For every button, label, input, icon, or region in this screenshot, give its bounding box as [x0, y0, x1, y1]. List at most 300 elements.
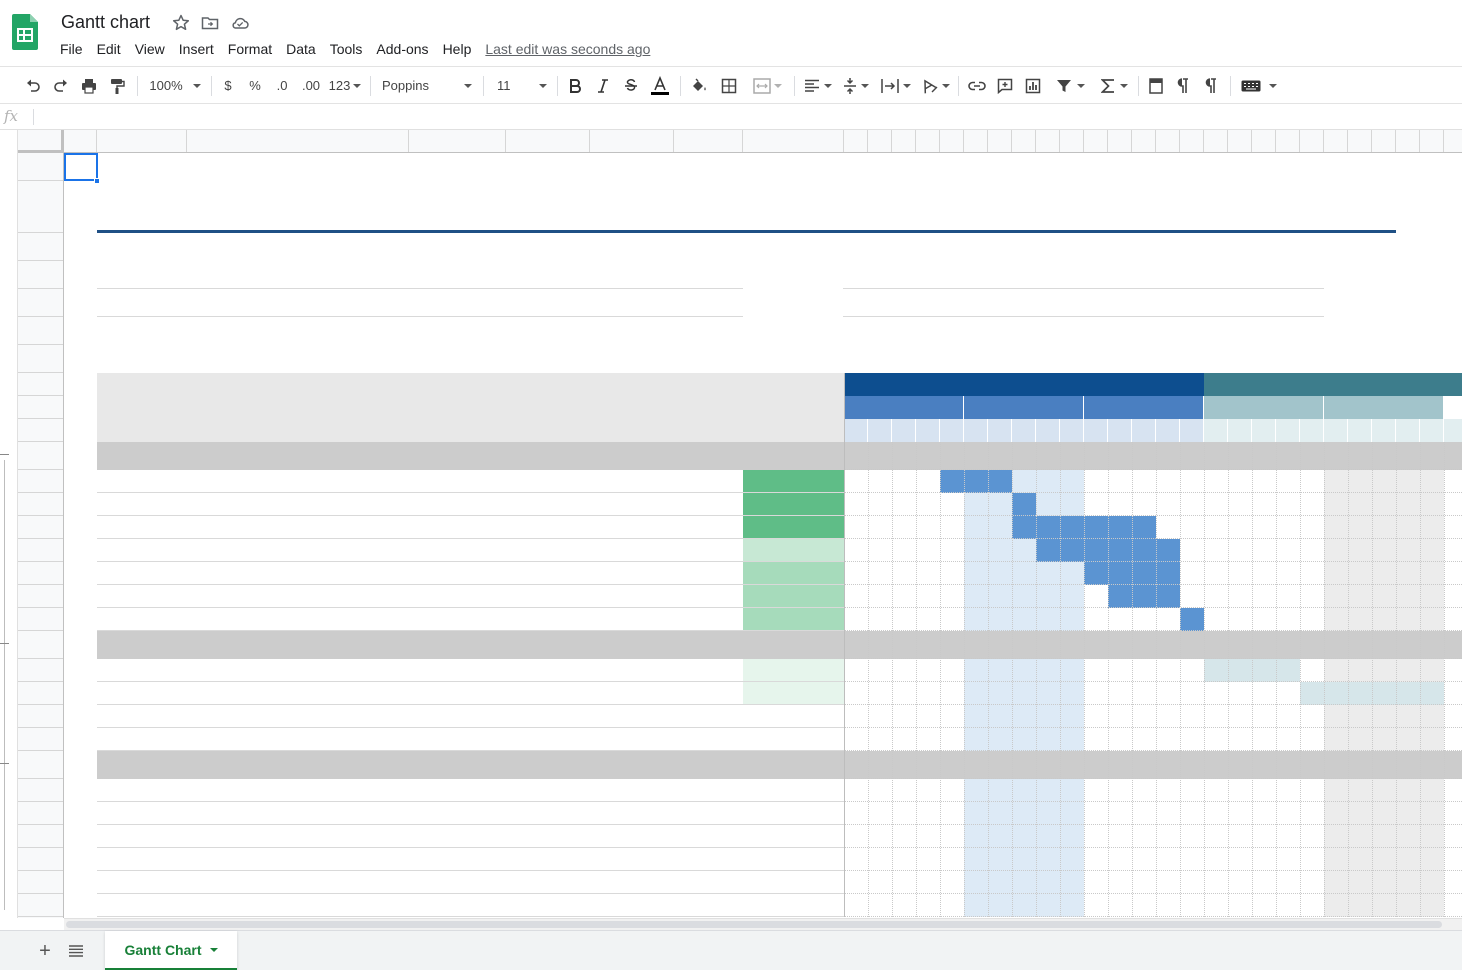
task-pct-complete[interactable]	[743, 779, 844, 802]
day-header[interactable]	[1300, 419, 1324, 442]
task-wbs[interactable]	[101, 779, 187, 802]
task-duration[interactable]	[674, 539, 743, 562]
paint-format-button[interactable]	[106, 67, 128, 104]
row-header-3[interactable]	[18, 233, 63, 261]
align-left-icon	[804, 79, 820, 93]
borders-button[interactable]	[718, 67, 740, 104]
header-duration[interactable]	[674, 373, 743, 442]
day-header[interactable]	[988, 419, 1012, 442]
task-start[interactable]	[509, 825, 590, 848]
task-wbs[interactable]	[101, 825, 187, 848]
column-header-e[interactable]	[506, 130, 590, 152]
percent-label: %	[249, 78, 261, 93]
column-header-h[interactable]	[743, 130, 844, 152]
merge-cells-button[interactable]	[748, 67, 786, 104]
task-pct-complete[interactable]	[743, 470, 844, 493]
day-header[interactable]	[1084, 419, 1108, 442]
day-header[interactable]	[1324, 419, 1348, 442]
row-header-20[interactable]	[18, 659, 63, 682]
task-wbs[interactable]	[101, 470, 187, 493]
column-header-m[interactable]	[940, 130, 964, 152]
task-due[interactable]	[593, 608, 674, 631]
bold-button[interactable]	[564, 67, 586, 104]
keyboard-icon	[1241, 80, 1261, 92]
task-duration[interactable]	[674, 659, 743, 682]
task-wbs[interactable]	[101, 659, 187, 682]
task-start[interactable]	[509, 562, 590, 585]
paint-format-icon	[108, 77, 126, 95]
task-duration[interactable]	[674, 894, 743, 917]
task-start[interactable]	[509, 539, 590, 562]
week-header-5[interactable]	[1324, 396, 1444, 419]
task-start[interactable]	[509, 585, 590, 608]
redo-button[interactable]	[50, 67, 72, 104]
gantt-bar[interactable]	[940, 470, 1012, 493]
column-header-u[interactable]	[1132, 130, 1156, 152]
header-due[interactable]	[590, 373, 674, 442]
row-header-10[interactable]	[18, 419, 63, 442]
gantt-bar[interactable]	[1180, 608, 1204, 631]
column-header-n[interactable]	[964, 130, 988, 152]
column-header-ac[interactable]	[1324, 130, 1348, 152]
row-header-23[interactable]	[18, 728, 63, 751]
decrease-decimal-button[interactable]	[271, 67, 293, 104]
column-header-aa[interactable]	[1276, 130, 1300, 152]
task-owner[interactable]	[412, 802, 506, 825]
row-header-7[interactable]	[18, 345, 63, 373]
task-title[interactable]	[190, 894, 409, 917]
gantt-bar[interactable]	[1012, 493, 1036, 516]
task-start[interactable]	[509, 493, 590, 516]
cloud-saved-icon[interactable]	[230, 13, 250, 33]
task-duration[interactable]	[674, 493, 743, 516]
task-duration[interactable]	[674, 825, 743, 848]
menu-edit[interactable]: Edit	[96, 41, 121, 57]
task-wbs[interactable]	[101, 682, 187, 705]
italic-button[interactable]	[592, 67, 614, 104]
task-pct-complete[interactable]	[743, 539, 844, 562]
task-pct-complete[interactable]	[743, 871, 844, 894]
task-duration[interactable]	[674, 848, 743, 871]
header-wbs[interactable]	[97, 373, 187, 442]
day-header[interactable]	[892, 419, 916, 442]
task-start[interactable]	[509, 705, 590, 728]
header-owner[interactable]	[409, 373, 506, 442]
column-header-ad[interactable]	[1348, 130, 1372, 152]
zoom-select[interactable]	[146, 67, 204, 104]
task-duration[interactable]	[674, 779, 743, 802]
row-header-26[interactable]	[18, 802, 63, 825]
task-pct-complete[interactable]	[743, 562, 844, 585]
collapse-group-icon[interactable]	[0, 643, 9, 644]
text-wrap-icon	[881, 78, 899, 94]
task-due[interactable]	[593, 585, 674, 608]
task-title[interactable]	[190, 705, 409, 728]
row-header-5[interactable]	[18, 289, 63, 317]
task-wbs[interactable]	[101, 493, 187, 516]
select-all-corner[interactable]	[18, 130, 64, 153]
task-start[interactable]	[509, 682, 590, 705]
task-start[interactable]	[509, 728, 590, 751]
task-title[interactable]	[190, 802, 409, 825]
collapse-group-icon[interactable]	[0, 763, 9, 764]
column-header-w[interactable]	[1180, 130, 1204, 152]
formula-bar[interactable]	[0, 104, 1462, 130]
task-pct-complete[interactable]	[743, 894, 844, 917]
text-wrapping-button[interactable]	[880, 67, 912, 104]
task-start[interactable]	[509, 516, 590, 539]
menu-format[interactable]: Format	[227, 41, 273, 57]
task-title[interactable]	[190, 825, 409, 848]
row-header-16[interactable]	[18, 562, 63, 585]
task-title[interactable]	[190, 470, 409, 493]
day-header[interactable]	[1180, 419, 1204, 442]
task-owner[interactable]	[412, 894, 506, 917]
task-due[interactable]	[593, 682, 674, 705]
task-due[interactable]	[593, 802, 674, 825]
menu-view[interactable]: View	[134, 41, 165, 57]
day-header[interactable]	[1420, 419, 1444, 442]
column-header-ab[interactable]	[1300, 130, 1324, 152]
task-duration[interactable]	[674, 871, 743, 894]
sheet-canvas[interactable]	[64, 153, 1462, 918]
column-header-af[interactable]	[1396, 130, 1420, 152]
task-title[interactable]	[190, 516, 409, 539]
column-header-x[interactable]	[1204, 130, 1228, 152]
column-header-z[interactable]	[1252, 130, 1276, 152]
insert-comment-button[interactable]	[994, 67, 1016, 104]
task-pct-complete[interactable]	[743, 585, 844, 608]
row-header-15[interactable]	[18, 539, 63, 562]
column-header-ag[interactable]	[1420, 130, 1444, 152]
row-header-22[interactable]	[18, 705, 63, 728]
task-wbs[interactable]	[101, 871, 187, 894]
row-header-11[interactable]	[18, 442, 63, 470]
task-wbs[interactable]	[101, 608, 187, 631]
task-duration[interactable]	[674, 728, 743, 751]
project-manager-value-underline	[97, 316, 743, 317]
task-owner[interactable]	[412, 493, 506, 516]
task-wbs[interactable]	[101, 802, 187, 825]
gantt-grid-line	[1252, 442, 1253, 917]
gantt-row-line	[844, 584, 1462, 585]
row-header-8[interactable]	[18, 373, 63, 396]
add-sheet-button[interactable]: +	[39, 939, 51, 962]
day-header[interactable]	[1060, 419, 1084, 442]
task-owner[interactable]	[412, 585, 506, 608]
day-header[interactable]	[1276, 419, 1300, 442]
move-folder-icon[interactable]	[200, 13, 220, 33]
row-header-29[interactable]	[18, 871, 63, 894]
column-header-l[interactable]	[916, 130, 940, 152]
menu-insert[interactable]: Insert	[178, 41, 214, 57]
column-header-s[interactable]	[1084, 130, 1108, 152]
task-wbs[interactable]	[101, 894, 187, 917]
column-header-q[interactable]	[1036, 130, 1060, 152]
column-header-b[interactable]	[97, 130, 187, 152]
column-header-c[interactable]	[187, 130, 409, 152]
column-header-j[interactable]	[868, 130, 892, 152]
task-title[interactable]	[190, 585, 409, 608]
menu-data[interactable]: Data	[286, 41, 316, 57]
column-header-g[interactable]	[674, 130, 743, 152]
task-pct-complete[interactable]	[743, 682, 844, 705]
column-header-r[interactable]	[1060, 130, 1084, 152]
task-duration[interactable]	[674, 562, 743, 585]
gantt-row-line	[844, 870, 1462, 871]
column-header-i[interactable]	[844, 130, 868, 152]
day-header[interactable]	[964, 419, 988, 442]
day-header[interactable]	[868, 419, 892, 442]
phase-header-2[interactable]	[1204, 373, 1462, 396]
column-header-o[interactable]	[988, 130, 1012, 152]
column-header-p[interactable]	[1012, 130, 1036, 152]
row-header-14[interactable]	[18, 516, 63, 539]
task-pct-complete[interactable]	[743, 608, 844, 631]
gantt-grid-line	[1036, 442, 1037, 917]
last-edit-link[interactable]: Last edit was seconds ago	[485, 41, 651, 57]
task-start[interactable]	[509, 894, 590, 917]
task-duration[interactable]	[674, 705, 743, 728]
collapse-group-icon[interactable]	[0, 454, 9, 455]
strikethrough-button[interactable]	[620, 67, 642, 104]
column-header-v[interactable]	[1156, 130, 1180, 152]
vertical-align-button[interactable]	[840, 67, 872, 104]
task-owner[interactable]	[412, 825, 506, 848]
task-title[interactable]	[190, 562, 409, 585]
task-owner[interactable]	[412, 539, 506, 562]
insert-link-button[interactable]	[966, 67, 988, 104]
task-wbs[interactable]	[101, 705, 187, 728]
day-header[interactable]	[1372, 419, 1396, 442]
task-wbs[interactable]	[101, 848, 187, 871]
task-duration[interactable]	[674, 802, 743, 825]
task-due[interactable]	[593, 894, 674, 917]
task-start[interactable]	[509, 659, 590, 682]
task-pct-complete[interactable]	[743, 493, 844, 516]
task-pct-complete[interactable]	[743, 705, 844, 728]
sheets-logo-icon[interactable]	[12, 14, 38, 50]
day-header[interactable]	[1228, 419, 1252, 442]
insert-chart-button[interactable]	[1022, 67, 1044, 104]
task-wbs[interactable]	[101, 585, 187, 608]
column-header-ah[interactable]	[1444, 130, 1462, 152]
task-title[interactable]	[190, 493, 409, 516]
task-owner[interactable]	[412, 516, 506, 539]
strikethrough-icon	[623, 78, 639, 94]
task-pct-complete[interactable]	[743, 825, 844, 848]
task-wbs[interactable]	[101, 728, 187, 751]
column-header-y[interactable]	[1228, 130, 1252, 152]
task-wbs[interactable]	[101, 539, 187, 562]
task-owner[interactable]	[412, 871, 506, 894]
task-start[interactable]	[509, 848, 590, 871]
day-header[interactable]	[844, 419, 868, 442]
row-header-18[interactable]	[18, 608, 63, 631]
task-pct-complete[interactable]	[743, 516, 844, 539]
task-pct-complete[interactable]	[743, 659, 844, 682]
day-header[interactable]	[1444, 419, 1462, 442]
task-start[interactable]	[509, 779, 590, 802]
menu-tools[interactable]: Tools	[329, 41, 363, 57]
row-header-4[interactable]	[18, 261, 63, 289]
column-header-k[interactable]	[892, 130, 916, 152]
menu-help[interactable]: Help	[442, 41, 472, 57]
task-duration[interactable]	[674, 585, 743, 608]
toggle-header-button[interactable]	[1145, 67, 1167, 104]
day-header[interactable]	[1252, 419, 1276, 442]
task-due[interactable]	[593, 470, 674, 493]
selected-cell-a1[interactable]	[64, 153, 98, 181]
row-header-27[interactable]	[18, 825, 63, 848]
phase-header-1[interactable]	[844, 373, 1204, 396]
scrollbar-thumb[interactable]	[66, 921, 1442, 928]
row-header-1[interactable]	[18, 153, 63, 181]
week-header-2[interactable]	[964, 396, 1084, 419]
functions-button[interactable]	[1096, 67, 1132, 104]
text-rotation-button[interactable]	[918, 67, 952, 104]
task-owner[interactable]	[412, 682, 506, 705]
task-start[interactable]	[509, 470, 590, 493]
task-due[interactable]	[593, 848, 674, 871]
task-duration[interactable]	[674, 470, 743, 493]
task-due[interactable]	[593, 728, 674, 751]
day-header[interactable]	[1108, 419, 1132, 442]
task-title[interactable]	[190, 779, 409, 802]
row-header-30[interactable]	[18, 894, 63, 917]
row-header-6[interactable]	[18, 317, 63, 345]
sheet-tab-gantt-chart[interactable]	[105, 931, 237, 970]
row-header-21[interactable]	[18, 682, 63, 705]
column-header-t[interactable]	[1108, 130, 1132, 152]
task-start[interactable]	[509, 871, 590, 894]
task-owner[interactable]	[412, 562, 506, 585]
task-title[interactable]	[190, 539, 409, 562]
column-header-f[interactable]	[590, 130, 674, 152]
menu-file[interactable]: File	[60, 41, 83, 57]
task-owner[interactable]	[412, 608, 506, 631]
input-tools-button[interactable]	[1238, 67, 1280, 104]
day-header[interactable]	[1396, 419, 1420, 442]
horizontal-align-button[interactable]	[802, 67, 834, 104]
row-header-2[interactable]	[18, 181, 63, 233]
row-header-24[interactable]	[18, 751, 63, 779]
task-owner[interactable]	[412, 470, 506, 493]
task-pct-complete[interactable]	[743, 848, 844, 871]
week-header-3[interactable]	[1084, 396, 1204, 419]
formula-separator	[33, 109, 34, 125]
task-wbs[interactable]	[101, 516, 187, 539]
week-header-4[interactable]	[1204, 396, 1324, 419]
week-header-1[interactable]	[844, 396, 964, 419]
task-due[interactable]	[593, 705, 674, 728]
font-family-select[interactable]	[382, 67, 474, 104]
header-start[interactable]	[506, 373, 590, 442]
day-header[interactable]	[1036, 419, 1060, 442]
day-header[interactable]	[1156, 419, 1180, 442]
day-header[interactable]	[1348, 419, 1372, 442]
fill-handle[interactable]	[94, 178, 100, 184]
task-due[interactable]	[593, 493, 674, 516]
column-header-ae[interactable]	[1372, 130, 1396, 152]
day-header[interactable]	[1204, 419, 1228, 442]
text-color-button[interactable]	[648, 67, 672, 104]
document-title[interactable]: Gantt chart	[61, 12, 151, 32]
task-pct-complete[interactable]	[743, 802, 844, 825]
task-due[interactable]	[593, 516, 674, 539]
row-header-19[interactable]	[18, 631, 63, 659]
task-owner[interactable]	[412, 779, 506, 802]
day-header[interactable]	[916, 419, 940, 442]
filter-button[interactable]	[1052, 67, 1088, 104]
task-duration[interactable]	[674, 682, 743, 705]
gantt-bar[interactable]	[1108, 585, 1180, 608]
format-percent-button[interactable]	[245, 67, 265, 104]
task-title[interactable]	[190, 608, 409, 631]
task-owner[interactable]	[412, 848, 506, 871]
day-header[interactable]	[1132, 419, 1156, 442]
font-size-select[interactable]	[497, 67, 549, 104]
day-header[interactable]	[940, 419, 964, 442]
row-header-25[interactable]	[18, 779, 63, 802]
task-start[interactable]	[509, 802, 590, 825]
header-task[interactable]	[187, 373, 409, 442]
task-due[interactable]	[593, 539, 674, 562]
row-header-17[interactable]	[18, 585, 63, 608]
task-title[interactable]	[190, 682, 409, 705]
day-header[interactable]	[1012, 419, 1036, 442]
row-header-9[interactable]	[18, 396, 63, 419]
task-owner[interactable]	[412, 728, 506, 751]
task-owner[interactable]	[412, 705, 506, 728]
task-title[interactable]	[190, 848, 409, 871]
task-due[interactable]	[593, 659, 674, 682]
column-header-d[interactable]	[409, 130, 506, 152]
task-wbs[interactable]	[101, 562, 187, 585]
task-pct-complete[interactable]	[743, 728, 844, 751]
row-header-28[interactable]	[18, 848, 63, 871]
header-pct[interactable]	[743, 373, 844, 442]
menu-addons[interactable]: Add-ons	[376, 41, 429, 57]
more-formats-button[interactable]	[328, 67, 362, 104]
print-button[interactable]	[78, 67, 100, 104]
horizontal-scrollbar[interactable]	[64, 918, 1462, 930]
row-header-12[interactable]	[18, 470, 63, 493]
ltr-direction-button[interactable]	[1173, 67, 1195, 104]
all-sheets-button[interactable]	[64, 939, 88, 963]
undo-button[interactable]	[22, 67, 44, 104]
chart-icon	[1025, 78, 1041, 94]
task-duration[interactable]	[674, 608, 743, 631]
star-icon[interactable]	[171, 13, 191, 33]
task-start[interactable]	[509, 608, 590, 631]
increase-decimal-button[interactable]	[298, 67, 324, 104]
rtl-direction-button[interactable]	[1201, 67, 1223, 104]
task-due[interactable]	[593, 562, 674, 585]
task-title[interactable]	[190, 871, 409, 894]
task-due[interactable]	[593, 779, 674, 802]
column-header-a[interactable]	[64, 130, 97, 152]
fill-color-button[interactable]	[688, 67, 710, 104]
task-duration[interactable]	[674, 516, 743, 539]
task-title[interactable]	[190, 728, 409, 751]
row-header-13[interactable]	[18, 493, 63, 516]
task-owner[interactable]	[412, 659, 506, 682]
task-due[interactable]	[593, 825, 674, 848]
format-currency-button[interactable]	[218, 67, 238, 104]
task-due[interactable]	[593, 871, 674, 894]
task-title[interactable]	[190, 659, 409, 682]
